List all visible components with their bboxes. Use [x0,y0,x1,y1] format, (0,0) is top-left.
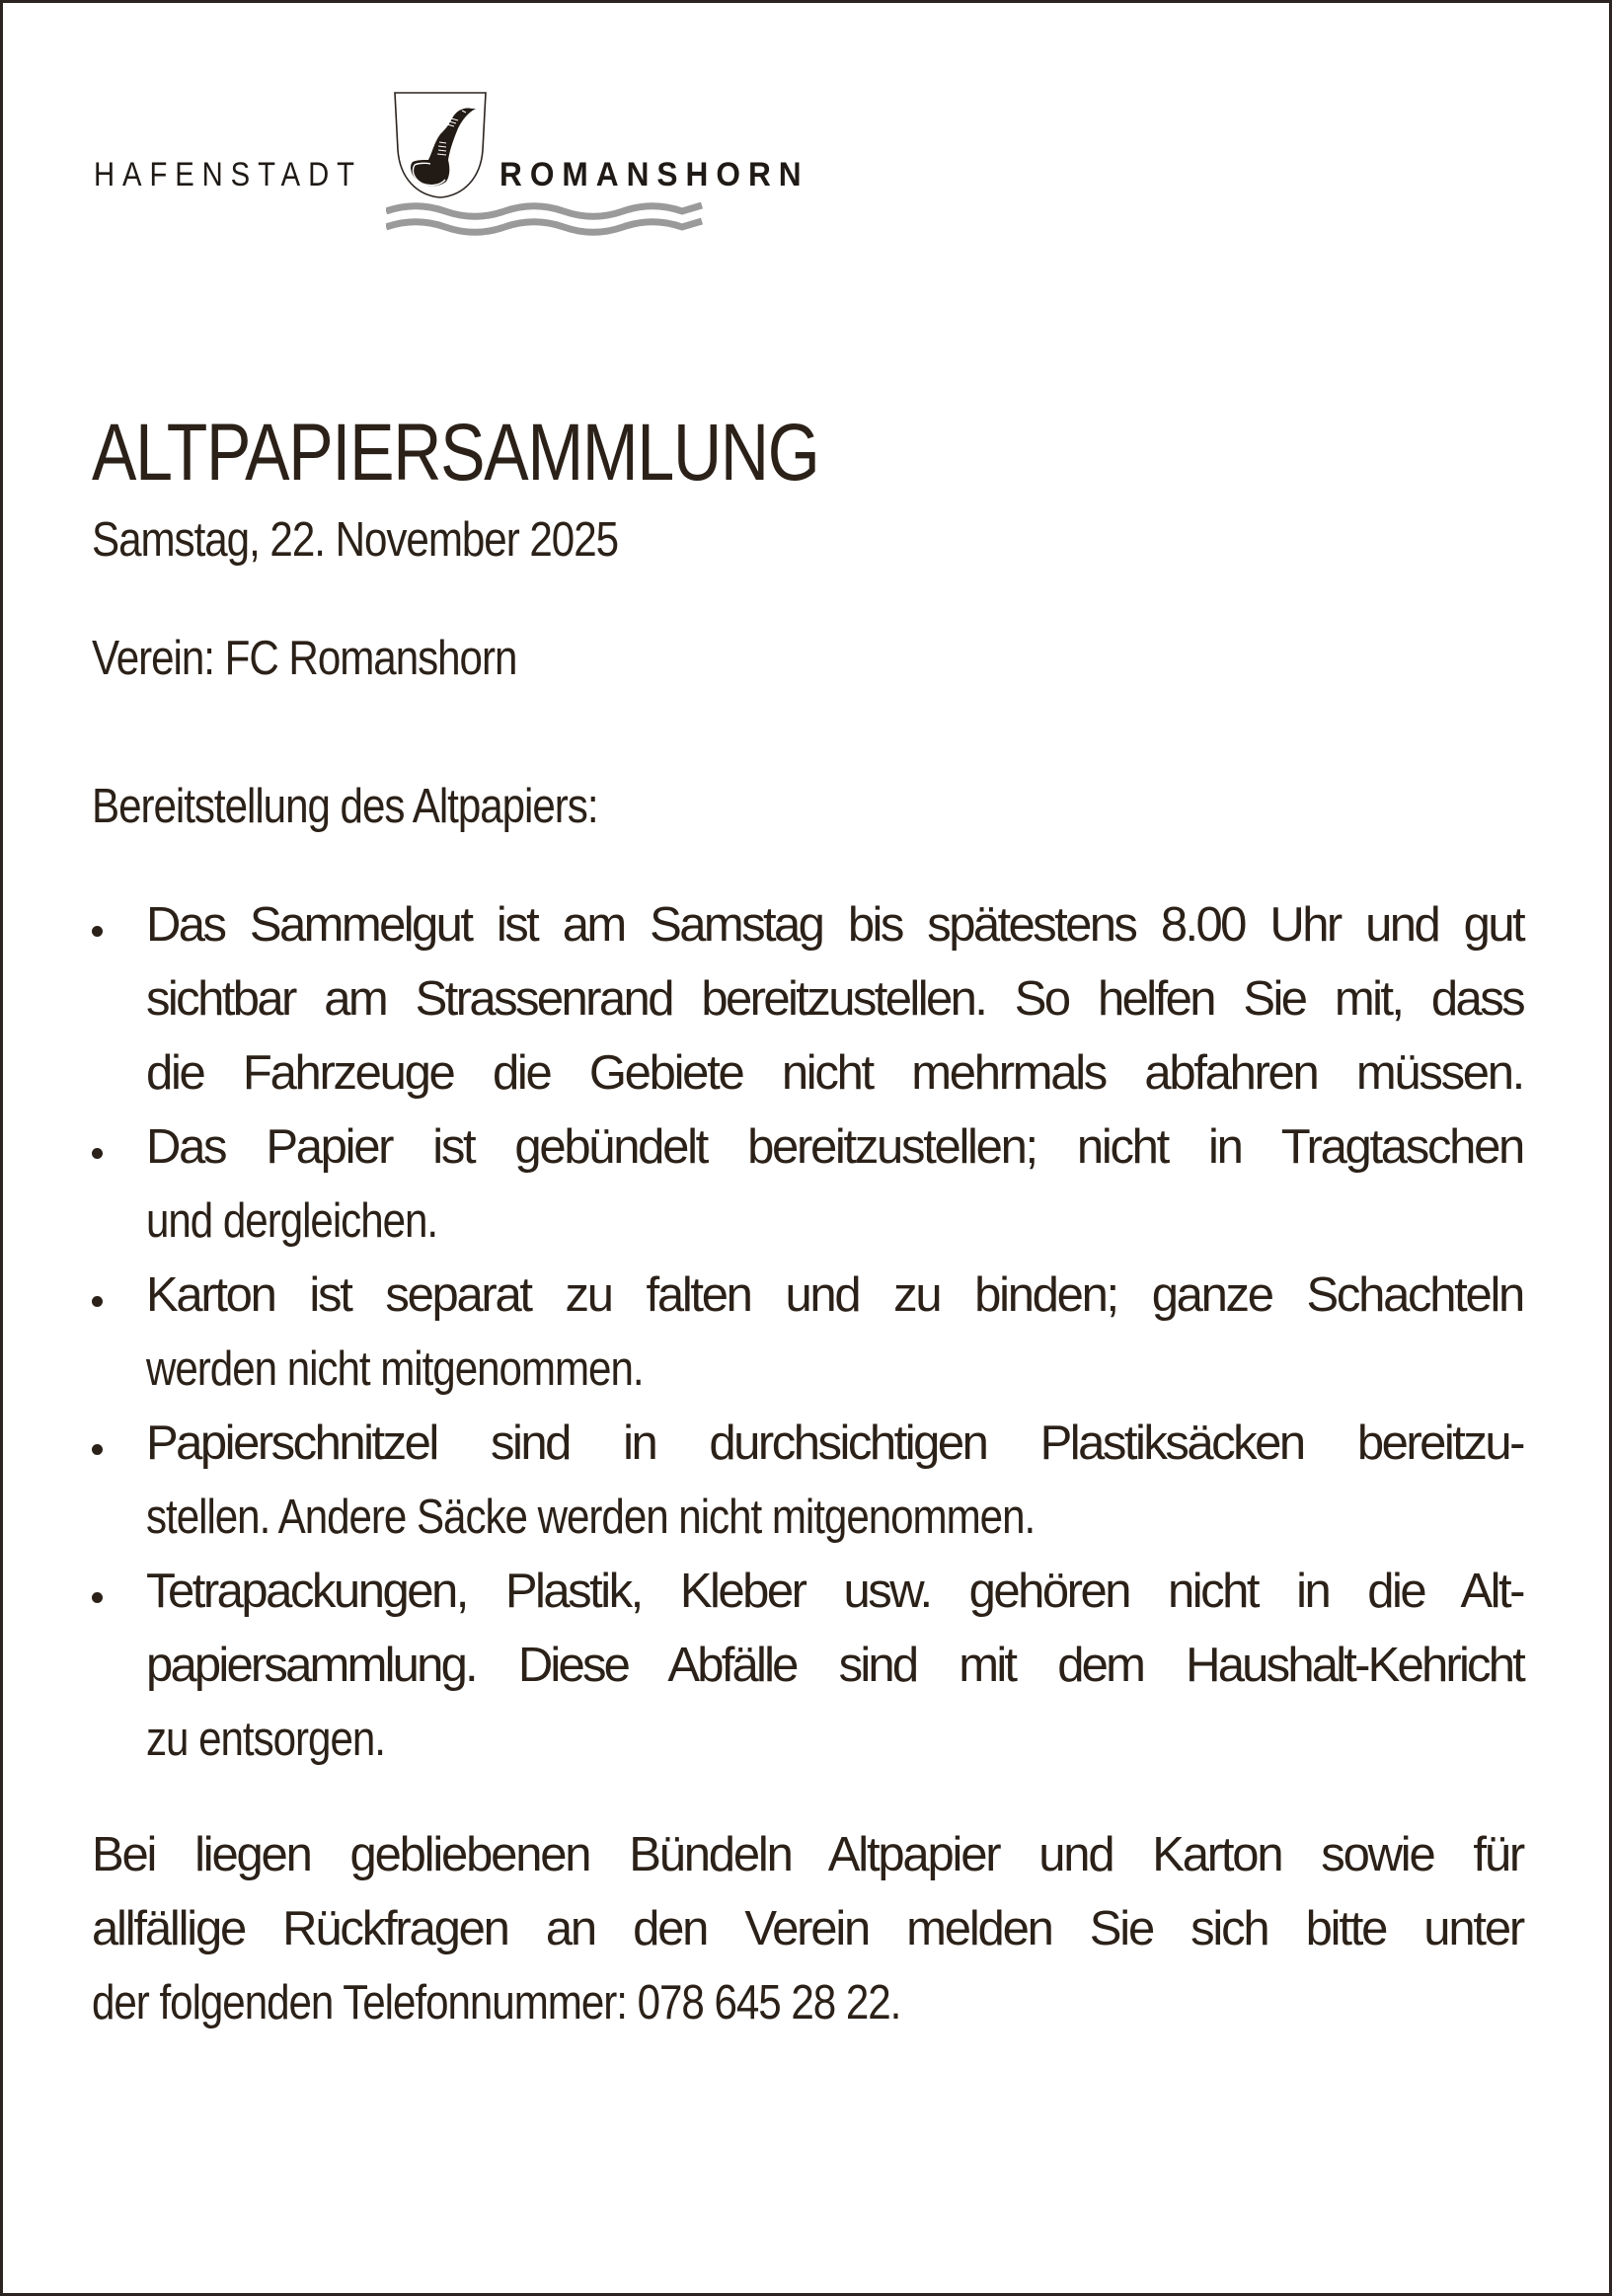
bullet-line: papiersammlung. Diese Abfälle sind mit dem Haushalt-Kehricht [146,1639,1523,1692]
bullet-icon [92,1296,103,1307]
bullet-line: Papierschnitzel sind in durchsichtigen Plastiksäcken bereitzu- [146,1416,1523,1470]
coat-of-arms-icon [393,91,488,199]
section-label: Bereitstellung des Altpapiers: [92,780,598,833]
bullet-icon [92,1592,103,1603]
bullet-icon [92,926,103,937]
bullet-line: zu entsorgen. [146,1713,385,1766]
logo-text-hafenstadt: HAFENSTADT [94,156,362,193]
bullet-line: Tetrapackungen, Plastik, Kleber usw. gehören nicht in die Alt- [146,1565,1523,1618]
paragraph-line: allfällige Rückfragen an den Verein melden Sie sich bitte unter [92,1902,1523,1955]
paragraph-line: Bei liegen gebliebenen Bündeln Altpapier und Karton sowie für [92,1828,1523,1881]
waves-icon [386,202,704,236]
bullet-icon [92,1148,103,1159]
bullet-line: Das Papier ist gebündelt bereitzustellen; nicht in Tragtaschen [146,1120,1523,1174]
club-name: Verein: FC Romanshorn [92,632,517,685]
logo-text-romanshorn: ROMANSHORN [499,156,809,193]
page-title: ALTPAPIERSAMMLUNG [92,408,819,497]
bullet-line: werden nicht mitgenommen. [146,1342,644,1396]
paragraph-line: der folgenden Telefonnummer: 078 645 28 22. [92,1976,901,2029]
bullet-line: Karton ist separat zu falten und zu binden; ganze Schachteln [146,1268,1523,1322]
logo [3,3,891,250]
bullet-line: Das Sammelgut ist am Samstag bis spätestens 8.00 Uhr und gut [146,898,1523,952]
bullet-line: und dergleichen. [146,1194,438,1248]
bullet-line: stellen. Andere Säcke werden nicht mitgenommen. [146,1491,1036,1544]
bullet-icon [92,1444,103,1455]
bullet-line: sichtbar am Strassenrand bereitzustellen. So helfen Sie mit, dass [146,972,1523,1026]
bullet-line: die Fahrzeuge die Gebiete nicht mehrmals abfahren müssen. [146,1046,1523,1100]
event-date: Samstag, 22. November 2025 [92,513,619,567]
